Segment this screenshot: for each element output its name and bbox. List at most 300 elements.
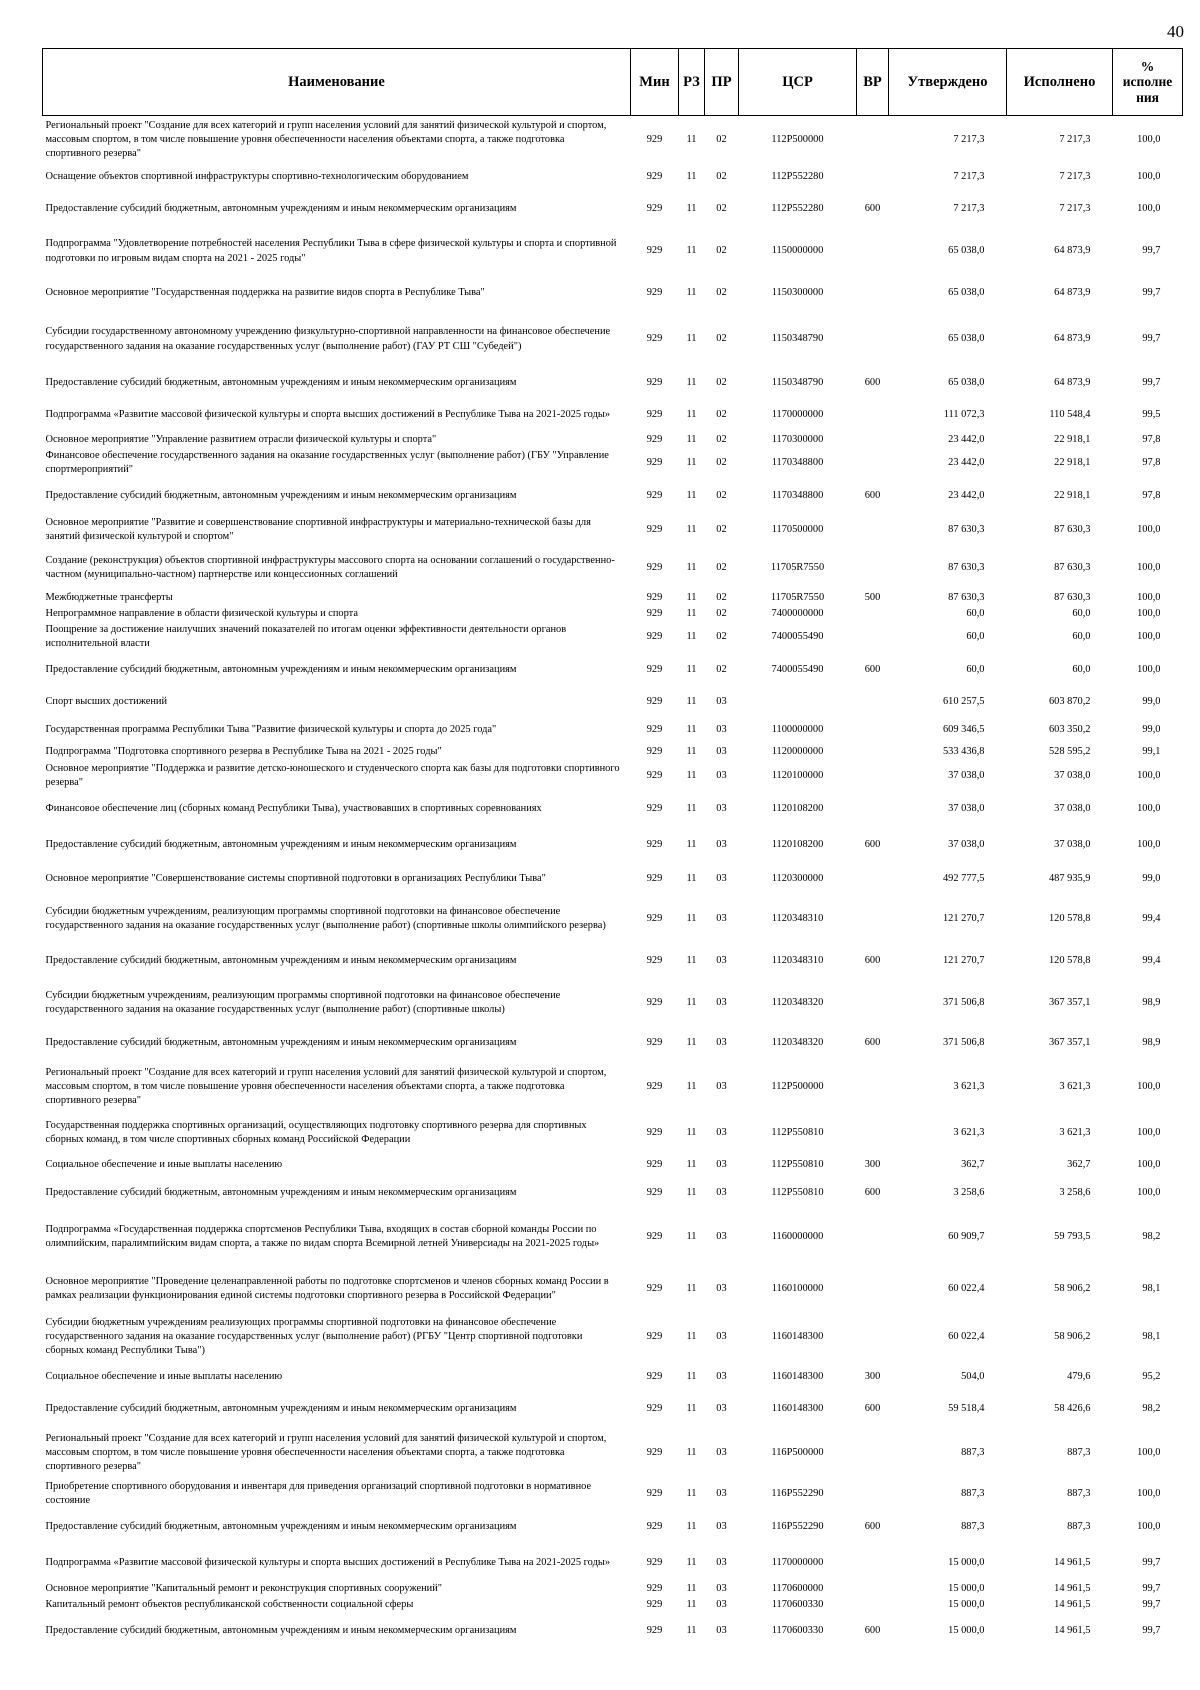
row-percent: 99,1 [1142,746,1161,758]
row-executed: 120 578,8 [1048,912,1091,924]
row-executed: 479,6 [1067,1370,1091,1382]
row-approved: 887,3 [961,1521,985,1533]
row-executed: 22 918,1 [1054,489,1091,501]
row-executed: 58 426,6 [1054,1402,1091,1414]
row-pr: 03 [716,996,727,1008]
row-rz: 11 [686,1402,697,1414]
row-min: 929 [646,1599,663,1611]
table-row [43,1059,1183,1115]
row-approved: 87 630,3 [948,591,985,603]
row-min: 929 [646,245,663,257]
row-executed: 3 258,6 [1059,1186,1091,1198]
row-percent: 97,8 [1142,456,1161,468]
row-rz: 11 [686,203,697,215]
row-executed: 7 217,3 [1059,171,1091,183]
row-csr: 1150348790 [771,377,824,389]
row-percent: 100,0 [1137,664,1161,676]
row-pr: 02 [716,433,727,445]
row-vr: 600 [864,203,881,215]
row-name: Социальное обеспечение и иные выплаты населению [45,1370,283,1382]
table-row [43,1115,1183,1151]
header-percent-line1: % [1140,58,1155,74]
row-name: Финансовое обеспечение лиц (сборных команд Республики Тыва), участвовавших в спортивных соревнованиях [45,802,542,814]
table-row [43,863,1183,895]
row-rz: 11 [686,696,697,708]
row-approved: 887,3 [961,1487,985,1499]
row-rz: 11 [686,333,697,345]
row-rz: 11 [686,1599,697,1611]
row-pr: 03 [716,1036,727,1048]
row-rz: 11 [686,1282,697,1294]
row-rz: 11 [686,456,697,468]
row-percent: 99,7 [1142,287,1161,299]
row-min: 929 [646,746,663,758]
row-executed: 7 217,3 [1059,203,1091,215]
table-row [43,432,1183,448]
header-percent-line2: исполне [1122,74,1173,90]
table-row [43,1363,1183,1391]
row-rz: 11 [686,1036,697,1048]
row-min: 929 [646,1158,663,1170]
row-name: Предоставление субсидий бюджетным, автономным учреждениям и иным некоммерческим организациям [45,203,517,215]
row-percent: 98,9 [1142,1036,1161,1048]
row-name: Предоставление субсидий бюджетным, автономным учреждениям и иным некоммерческим организациям [45,1036,517,1048]
row-pr: 03 [716,1583,727,1595]
row-csr: 1120348320 [771,1036,824,1048]
row-vr [857,716,889,744]
row-csr: 116P500000 [771,1446,824,1458]
row-approved: 59 518,4 [948,1402,985,1414]
header-pr: ПР [705,49,739,116]
row-min: 929 [646,664,663,676]
row-approved: 371 506,8 [942,1036,985,1048]
row-vr [857,791,889,827]
row-vr [857,1427,889,1479]
row-vr [857,1545,889,1581]
row-executed: 603 870,2 [1048,696,1091,708]
row-pr: 03 [716,1230,727,1242]
row-pr: 02 [716,591,727,603]
row-executed: 64 873,9 [1054,333,1091,345]
row-csr: 112P552280 [771,171,824,183]
row-pr: 03 [716,1599,727,1611]
row-name: Основное мероприятие "Развитие и совершенствование спортивной инфраструктуры и материально-технической базы для занятий физической культурой и спортом" [45,516,591,542]
row-pr: 03 [716,1126,727,1138]
row-name: Предоставление субсидий бюджетным, автономным учреждениям и иным некоммерческим организациям [45,838,517,850]
row-min: 929 [646,433,663,445]
row-rz: 11 [686,1126,697,1138]
row-name: Основное мероприятие "Государственная поддержка на развитие видов спорта в Республике Тыва" [45,287,485,299]
row-name: Социальное обеспечение и иные выплаты населению [45,1158,283,1170]
row-rz: 11 [686,631,697,643]
row-percent: 95,2 [1142,1370,1161,1382]
row-percent: 100,0 [1137,1487,1161,1499]
row-csr: 112P552280 [771,203,824,215]
row-min: 929 [646,954,663,966]
row-percent: 99,7 [1142,1625,1161,1637]
row-name: Субсидии государственному автономному учреждению физкультурно-спортивной направленности на финансовое обеспечение государственного задания на оказание государственных услуг (выполнение работ) (ГАУ РТ СШ "Субедей") [45,326,611,352]
row-vr [857,1115,889,1151]
row-executed: 14 961,5 [1054,1599,1091,1611]
table-row [43,1207,1183,1267]
row-csr: 7400000000 [771,608,824,620]
row-percent: 99,7 [1142,333,1161,345]
header-name: Наименование [43,49,631,116]
table-row [43,1179,1183,1207]
row-vr [857,116,889,164]
row-rz: 11 [686,746,697,758]
table-row [43,1427,1183,1479]
row-min: 929 [646,724,663,736]
row-percent: 100,0 [1137,171,1161,183]
row-approved: 15 000,0 [948,1583,985,1595]
table-row [43,448,1183,478]
page-number: 40 [1167,22,1184,41]
row-rz: 11 [686,591,697,603]
row-vr [857,276,889,312]
row-min: 929 [646,333,663,345]
row-executed: 22 918,1 [1054,433,1091,445]
row-csr: 1160148300 [771,1370,824,1382]
row-name: Предоставление субсидий бюджетным, автономным учреждениям и иным некоммерческим организациям [45,1186,517,1198]
table-row [43,761,1183,791]
row-rz: 11 [686,872,697,884]
row-rz: 11 [686,954,697,966]
table-row [43,368,1183,400]
row-csr: 1120100000 [771,769,824,781]
row-vr [857,761,889,791]
row-csr: 7400055490 [771,664,824,676]
row-csr: 112P550810 [771,1186,824,1198]
row-executed: 603 350,2 [1048,724,1091,736]
row-executed: 87 630,3 [1054,591,1091,603]
row-csr [739,688,857,716]
row-name: Финансовое обеспечение государственного задания на оказание государственных услуг (выполнение работ) (ГБУ "Управление спортмероприятий" [45,449,609,475]
header-percent [1113,49,1183,116]
row-name: Подпрограмма «Государственная поддержка спортсменов Республики Тыва, входящих в состав сборной команды России по олимпийским, паралимпийским видам спорта, а также по видам спорта Всемирной летней Универсиады на 2021-2025 годы» [45,1223,600,1249]
row-min: 929 [646,287,663,299]
header-executed: Исполнено [1007,49,1113,116]
table-row [43,895,1183,943]
table-row [43,1027,1183,1059]
row-pr: 03 [716,1282,727,1294]
row-approved: 371 506,8 [942,996,985,1008]
row-approved: 492 777,5 [942,872,985,884]
table-header [43,49,1183,116]
row-vr: 600 [864,1186,881,1198]
row-rz: 11 [686,561,697,573]
row-executed: 58 906,2 [1054,1330,1091,1342]
table-row [43,606,1183,622]
row-approved: 3 621,3 [953,1126,985,1138]
row-percent: 100,0 [1137,1126,1161,1138]
row-csr: 1170600000 [771,1583,824,1595]
header-csr: ЦСР [739,49,857,116]
row-executed: 362,7 [1067,1158,1091,1170]
row-pr: 02 [716,409,727,421]
row-executed: 14 961,5 [1054,1557,1091,1569]
row-approved: 65 038,0 [948,287,985,299]
row-min: 929 [646,1487,663,1499]
row-name: Предоставление субсидий бюджетным, автономным учреждениям и иным некоммерческим организациям [45,954,517,966]
row-vr [857,228,889,276]
row-executed: 7 217,3 [1059,133,1091,145]
row-name: Капитальный ремонт объектов республиканской собственности социальной сферы [45,1599,414,1611]
row-executed: 487 935,9 [1048,872,1091,884]
row-pr: 03 [716,1158,727,1170]
row-min: 929 [646,631,663,643]
row-executed: 14 961,5 [1054,1583,1091,1595]
row-vr: 600 [864,1402,881,1414]
row-rz: 11 [686,287,697,299]
table-row [43,590,1183,606]
row-csr: 1160148300 [771,1330,824,1342]
row-min: 929 [646,1521,663,1533]
row-name: Основное мероприятие "Проведение целенаправленной работы по подготовке спортсменов и членов сборных команд России в рамках реализации функционирования единой системы подготовки спортивного резерва в Российской Федерации" [45,1275,609,1301]
row-csr: 1170500000 [771,523,824,535]
row-executed: 59 793,5 [1054,1230,1091,1242]
row-rz: 11 [686,1080,697,1092]
row-percent: 100,0 [1137,1186,1161,1198]
row-csr: 1120348310 [771,954,824,966]
row-rz: 11 [686,996,697,1008]
row-rz: 11 [686,1230,697,1242]
row-rz: 11 [686,1521,697,1533]
row-name: Подпрограмма «Развитие массовой физической культуры и спорта высших достижений в Республике Тыва на 2021-2025 годы» [45,409,611,421]
table-row [43,192,1183,228]
row-name: Субсидии бюджетным учреждениям, реализующим программы спортивной подготовки на финансовое обеспечение государственного задания на оказание государственных услуг (выполнение работ) (спортивные школы олимпийского резерва) [45,905,606,931]
row-executed: 60,0 [1072,664,1091,676]
row-name: Предоставление субсидий бюджетным, автономным учреждениям и иным некоммерческим организациям [45,377,517,389]
row-percent: 98,2 [1142,1230,1161,1242]
table-body [43,116,1183,1650]
row-name: Основное мероприятие "Поддержка и развитие детско-юношеского и студенческого спорта как базы для подготовки спортивного резерва" [45,762,620,788]
table-row [43,791,1183,827]
row-name: Предоставление субсидий бюджетным, автономным учреждениям и иным некоммерческим организациям [45,1402,517,1414]
table-row [43,1311,1183,1363]
row-approved: 121 270,7 [942,954,985,966]
table-row [43,164,1183,192]
row-pr: 02 [716,333,727,345]
row-vr: 600 [864,838,881,850]
row-percent: 98,9 [1142,996,1161,1008]
row-csr: 1170300000 [771,433,824,445]
row-executed: 110 548,4 [1049,409,1091,421]
row-executed: 58 906,2 [1054,1282,1091,1294]
row-rz: 11 [686,1487,697,1499]
row-csr: 1120000000 [771,746,824,758]
row-pr: 02 [716,245,727,257]
table-row [43,400,1183,432]
row-name: Предоставление субсидий бюджетным, автономным учреждениям и иным некоммерческим организациям [45,664,517,676]
row-rz: 11 [686,1370,697,1382]
row-percent: 97,8 [1142,489,1161,501]
row-percent: 99,7 [1142,1557,1161,1569]
row-rz: 11 [686,171,697,183]
row-vr: 600 [864,1036,881,1048]
row-csr: 1170348800 [771,489,824,501]
row-csr: 1120108200 [771,838,824,850]
row-csr: 112P500000 [771,1080,824,1092]
table-row [43,312,1183,368]
row-percent: 100,0 [1137,1158,1161,1170]
row-executed: 3 621,3 [1059,1080,1091,1092]
row-pr: 02 [716,133,727,145]
row-pr: 02 [716,631,727,643]
row-csr: 7400055490 [771,631,824,643]
row-approved: 60,0 [966,664,985,676]
header-percent-line3: ния [1136,89,1159,105]
row-min: 929 [646,523,663,535]
table-row [43,652,1183,688]
row-min: 929 [646,561,663,573]
row-min: 929 [646,1583,663,1595]
row-rz: 11 [686,1158,697,1170]
row-executed: 37 038,0 [1054,769,1091,781]
row-percent: 100,0 [1137,523,1161,535]
row-vr: 500 [864,591,881,603]
row-pr: 03 [716,1186,727,1198]
row-pr: 03 [716,954,727,966]
row-vr [857,744,889,760]
row-min: 929 [646,591,663,603]
row-percent: 100,0 [1137,203,1161,215]
table-row [43,1597,1183,1613]
row-name: Приобретение спортивного оборудования и инвентаря для приведения организаций спортивной подготовки в нормативное состояние [45,1480,592,1507]
row-executed: 528 595,2 [1048,746,1091,758]
row-vr [857,1311,889,1363]
row-vr [857,1581,889,1597]
row-approved: 23 442,0 [948,433,985,445]
row-percent: 98,1 [1142,1330,1161,1342]
row-min: 929 [646,489,663,501]
row-vr [857,863,889,895]
row-csr: 1170000000 [771,1557,824,1569]
table-row [43,1545,1183,1581]
row-percent: 100,0 [1137,769,1161,781]
row-pr: 03 [716,838,727,850]
row-vr [857,1267,889,1311]
table-row [43,827,1183,863]
row-name: Создание (реконструкция) объектов спортивной инфраструктуры массового спорта на основании соглашений о государственно-частном (муниципально-частном) партнерстве или концессионных соглашений [45,554,615,580]
row-approved: 87 630,3 [948,561,985,573]
row-vr [857,1059,889,1115]
row-name: Региональный проект "Создание для всех категорий и групп населения условий для занятий физической культурой и спортом, массовым спортом, в том числе повышение уровня обеспеченности населения объектами спорта, а также подготовка спортивного резерва" [45,1066,607,1106]
row-vr [857,688,889,716]
row-csr: 116P552290 [771,1521,824,1533]
row-percent: 100,0 [1137,1446,1161,1458]
row-vr: 600 [864,1521,881,1533]
row-min: 929 [646,769,663,781]
row-pr: 02 [716,489,727,501]
row-csr: 11705R7550 [770,591,825,603]
row-csr: 112P550810 [771,1158,824,1170]
row-min: 929 [646,1330,663,1342]
row-pr: 03 [716,1330,727,1342]
row-min: 929 [646,1557,663,1569]
row-percent: 99,7 [1142,377,1161,389]
row-vr [857,622,889,652]
row-name: Основное мероприятие "Управление развитием отрасли физической культуры и спорта" [45,433,437,445]
row-pr: 03 [716,724,727,736]
row-min: 929 [646,377,663,389]
row-approved: 887,3 [961,1446,985,1458]
row-pr: 03 [716,912,727,924]
row-percent: 100,0 [1137,802,1161,814]
row-pr: 03 [716,1487,727,1499]
row-name: Основное мероприятие "Капитальный ремонт и реконструкция спортивных сооружений" [45,1583,443,1595]
header-approved: Утверждено [889,49,1007,116]
row-executed: 22 918,1 [1054,456,1091,468]
row-approved: 23 442,0 [948,489,985,501]
row-csr: 1150000000 [771,245,824,257]
row-vr: 600 [864,489,881,501]
row-percent: 99,4 [1142,954,1161,966]
row-vr [857,514,889,546]
row-name: Предоставление субсидий бюджетным, автономным учреждениям и иным некоммерческим организациям [45,1521,517,1533]
row-name: Подпрограмма "Удовлетворение потребностей населения Республики Тыва в сфере физической культуры и спорта и спортивной подготовки по игровым видам спорта на 2021 - 2025 годы" [45,238,617,264]
row-percent: 100,0 [1137,133,1161,145]
row-approved: 65 038,0 [948,377,985,389]
row-name: Субсидии бюджетным учреждениям реализующих программы спортивной подготовки на финансовое обеспечение государственного задания на оказание государственных услуг (выполнение работ) (РГБУ "Центр спортивной подготовки сборных команд Республики Тыва") [45,1316,583,1356]
row-min: 929 [646,696,663,708]
row-csr: 116P552290 [771,1487,824,1499]
row-executed: 887,3 [1067,1521,1091,1533]
row-name: Государственная программа Республики Тыва "Развитие физической культуры и спорта до 2025 года" [45,724,497,736]
row-approved: 3 258,6 [953,1186,985,1198]
row-min: 929 [646,409,663,421]
row-vr [857,312,889,368]
row-csr: 112P500000 [771,133,824,145]
row-csr: 1120300000 [771,872,824,884]
row-executed: 887,3 [1067,1446,1091,1458]
row-executed: 60,0 [1072,608,1091,620]
row-approved: 65 038,0 [948,245,985,257]
table-row [43,546,1183,590]
row-csr: 1170600330 [771,1599,824,1611]
row-pr: 03 [716,1625,727,1637]
row-percent: 99,7 [1142,1583,1161,1595]
header-vr: ВР [857,49,889,116]
table-row [43,1267,1183,1311]
row-approved: 111 072,3 [943,409,985,421]
row-pr: 03 [716,769,727,781]
row-rz: 11 [686,838,697,850]
row-csr: 1150300000 [771,287,824,299]
row-percent: 100,0 [1137,631,1161,643]
row-approved: 37 038,0 [948,769,985,781]
row-min: 929 [646,838,663,850]
row-executed: 64 873,9 [1054,287,1091,299]
row-name: Спорт высших достижений [45,696,168,708]
row-executed: 60,0 [1072,631,1091,643]
row-approved: 60 022,4 [948,1330,985,1342]
row-rz: 11 [686,1446,697,1458]
row-pr: 02 [716,456,727,468]
row-csr: 1160100000 [771,1282,824,1294]
row-rz: 11 [686,133,697,145]
table-row [43,688,1183,716]
row-rz: 11 [686,245,697,257]
row-vr [857,164,889,192]
row-name: Государственная поддержка спортивных организаций, осуществляющих подготовку спортивного резерва для спортивных сборных команд, в том числе спортивных сборных команд Российской Федерации [45,1119,587,1145]
row-approved: 15 000,0 [948,1557,985,1569]
row-min: 929 [646,171,663,183]
row-pr: 02 [716,203,727,215]
row-executed: 120 578,8 [1048,954,1091,966]
row-name: Основное мероприятие "Совершенствование системы спортивной подготовки в организациях Республики Тыва" [45,872,546,884]
row-vr: 300 [864,1370,881,1382]
